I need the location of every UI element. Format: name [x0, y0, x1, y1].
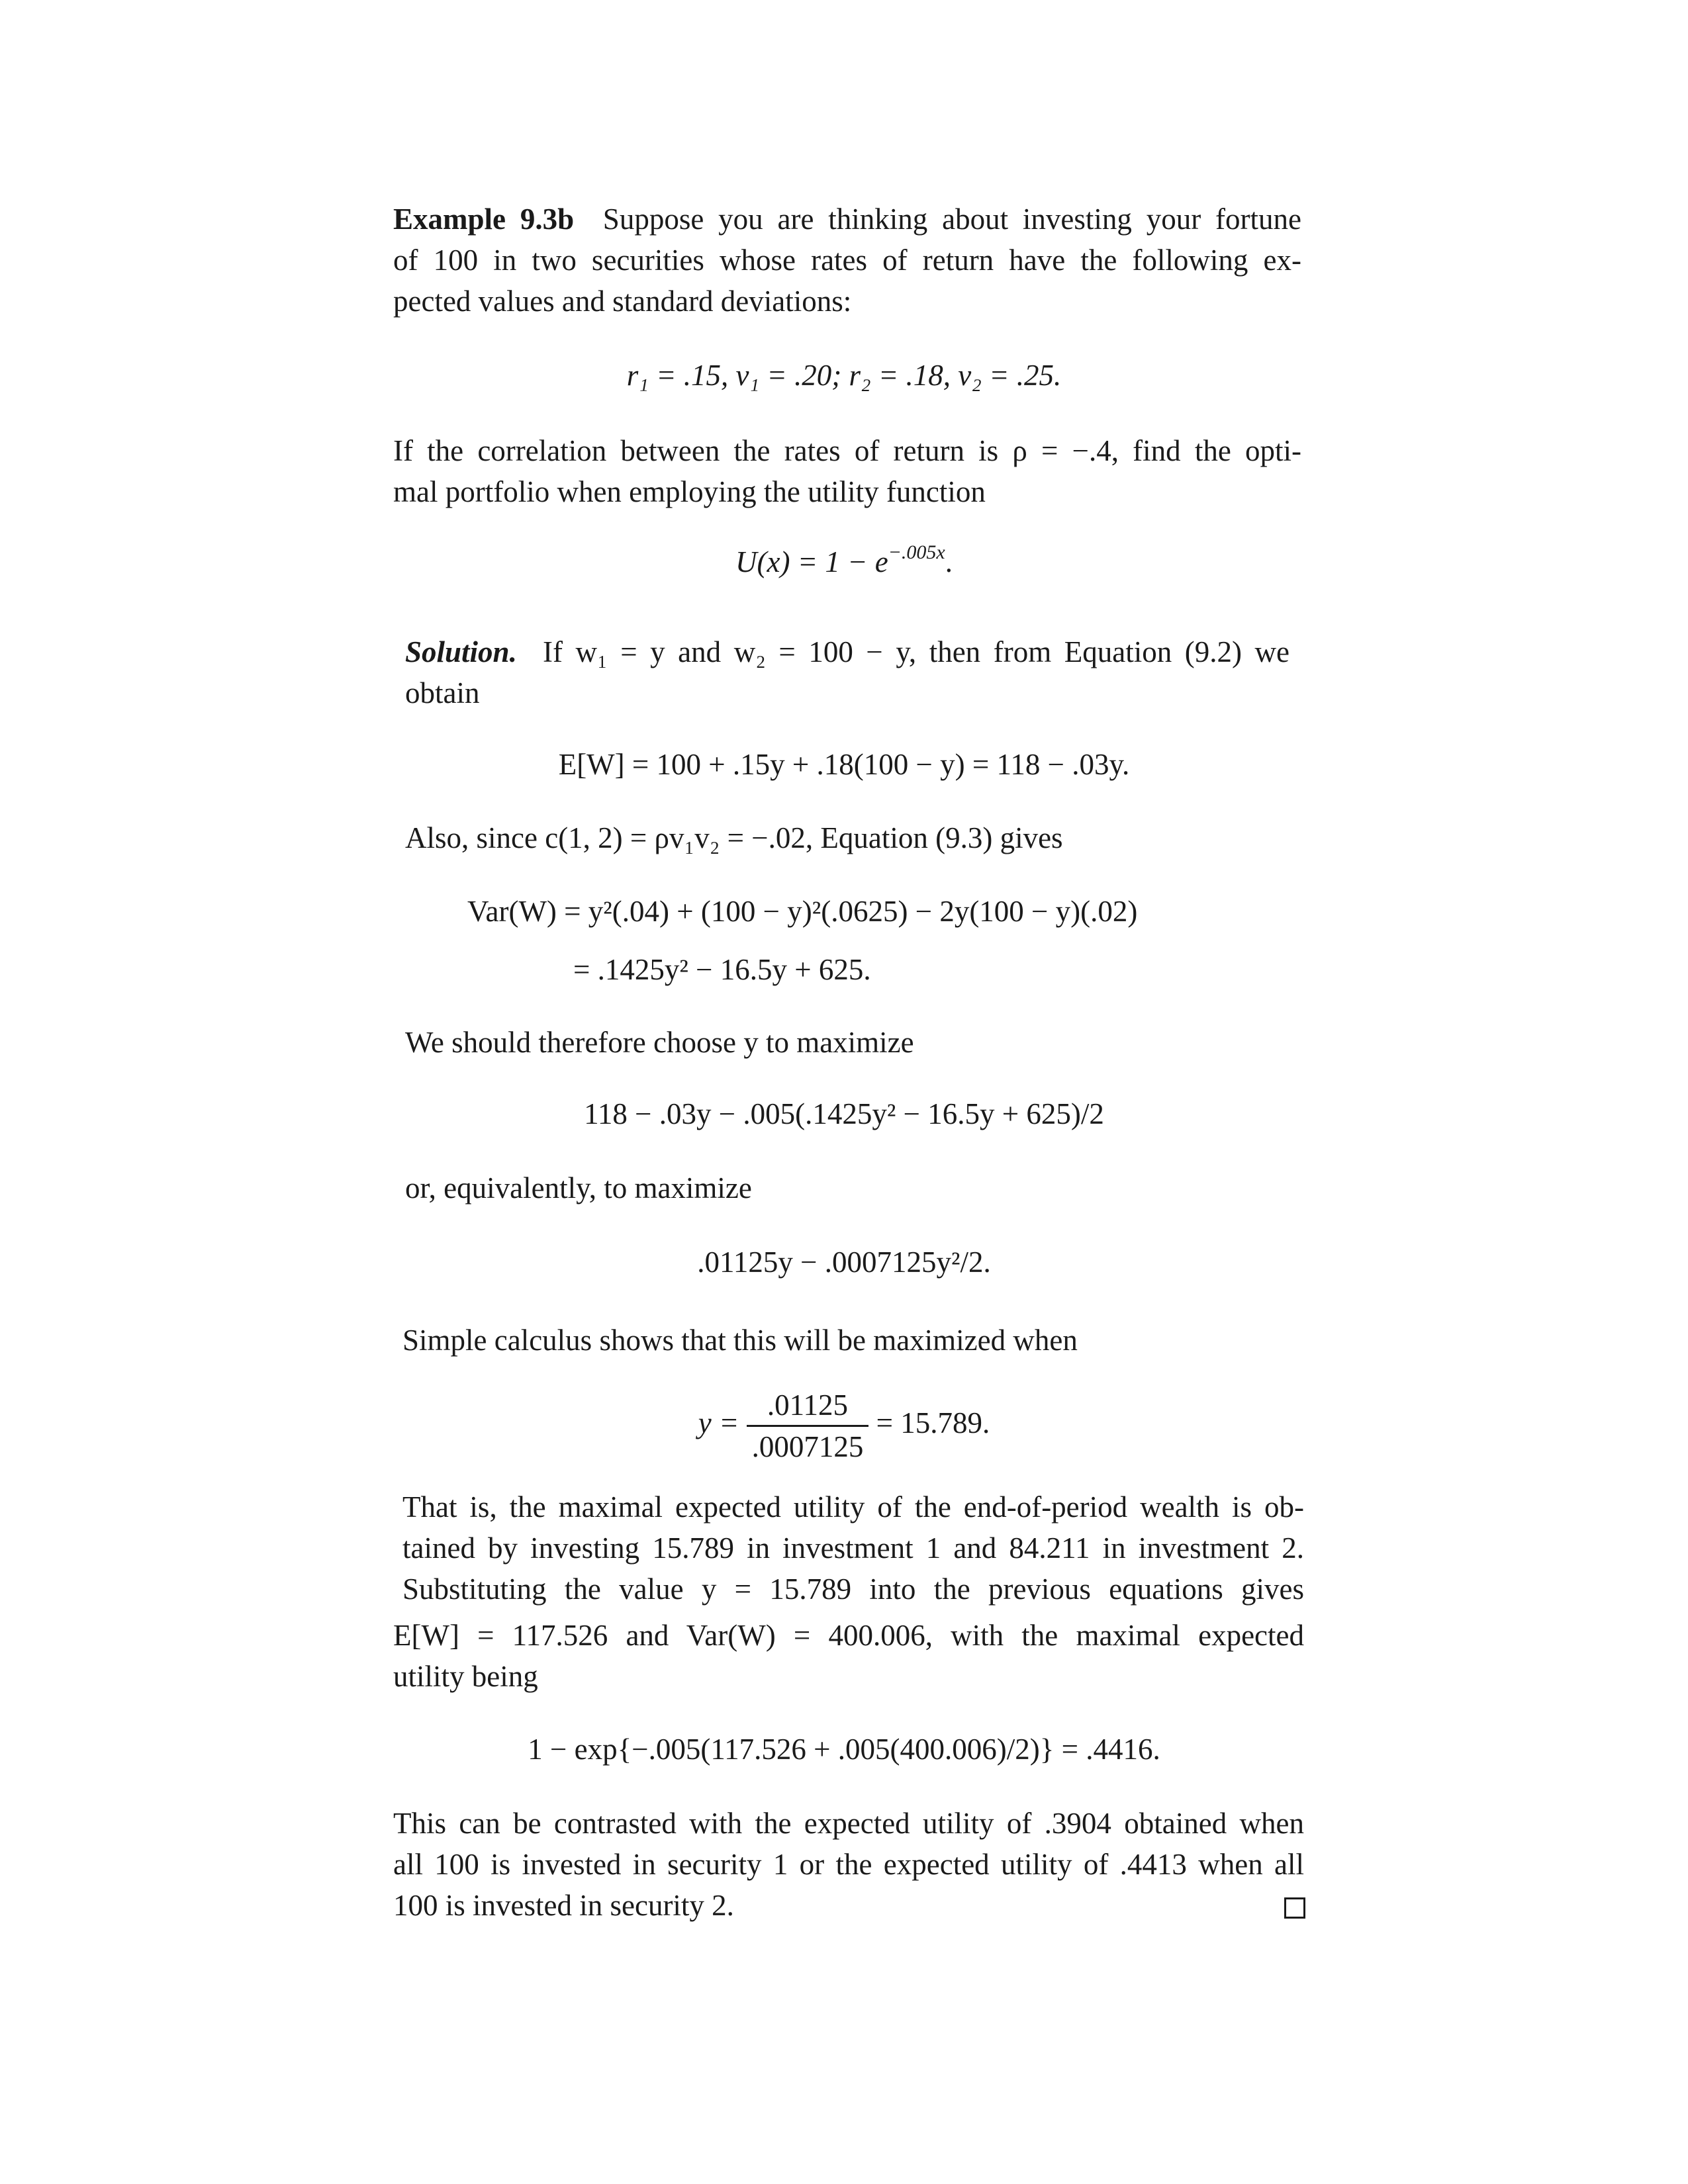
- utility-exponent: −.005x: [888, 541, 945, 563]
- example-intro-line1: Suppose you are thinking about investing your fortune: [602, 203, 1301, 236]
- result-paragraph: [402, 1486, 1304, 1610]
- contrast-paragraph: [393, 1803, 1304, 1926]
- also-line: Also, since c(1, 2) = ρv₁v₂ = −.02, Equation (9.3) gives: [405, 821, 1063, 854]
- correlation-line1: If the correlation between the rates of return is ρ = −.4, find the opti-: [393, 434, 1301, 467]
- equation-maximize-1: 118 − .03y − .005(.1425y² − 16.5y + 625)/2: [584, 1097, 1104, 1130]
- equation-variance-2: = .1425y² − 16.5y + 625.: [573, 953, 871, 986]
- equivalently-line: or, equivalently, to maximize: [405, 1171, 752, 1205]
- equation-maximize-2: .01125y − .0007125y²/2.: [697, 1246, 991, 1279]
- example-intro: [393, 199, 1301, 322]
- example-correlation: [393, 430, 1301, 512]
- equation-final-utility: 1 − exp{−.005(117.526 + .005(400.006)/2)} = .4416.: [528, 1733, 1160, 1766]
- choose-line: We should therefore choose y to maximize: [405, 1026, 914, 1059]
- equation-utility: $U(x) = 1 - e^{-.005x}$.: [735, 541, 953, 578]
- contrast-line3: 100 is invested in security 2.: [393, 1889, 734, 1922]
- example-intro-line3: pected values and standard deviations:: [393, 285, 852, 318]
- y-rhs: = 15.789.: [876, 1406, 990, 1439]
- equation-variance-1: Var(W) = y²(.04) + (100 − y)²(.0625) − 2y(100 − y)(.02): [467, 895, 1138, 928]
- result-line1: That is, the maximal expected utility of the end-of-period wealth is ob-: [402, 1490, 1304, 1524]
- solution-intro: [405, 631, 1289, 713]
- y-fraction: [747, 1385, 869, 1467]
- result-line2: tained by investing 15.789 in investment 1 and 84.211 in investment 2.: [402, 1531, 1304, 1565]
- result-line4: E[W] = 117.526 and Var(W) = 400.006, with the maximal expected: [393, 1619, 1304, 1652]
- calculus-line: Simple calculus shows that this will be maximized when: [402, 1324, 1078, 1357]
- solution-line1: If w₁ = y and w₂ = 100 − y, then from Equation (9.2) we: [542, 635, 1290, 668]
- contrast-line1: This can be contrasted with the expected utility of .3904 obtained when: [393, 1807, 1304, 1840]
- example-label: Example 9.3b: [393, 203, 575, 236]
- equation-y-solution: [0, 1383, 1688, 1467]
- equation-expected-wealth: E[W] = 100 + .15y + .18(100 − y) = 118 − .03y.: [558, 748, 1130, 781]
- correlation-line2: mal portfolio when employing the utility function: [393, 475, 986, 508]
- result-line5: utility being: [393, 1660, 538, 1693]
- example-intro-line2: of 100 in two securities whose rates of return have the following ex-: [393, 244, 1301, 277]
- solution-line2: obtain: [405, 676, 480, 709]
- end-of-proof-icon: [1284, 1897, 1305, 1919]
- contrast-line2: all 100 is invested in security 1 or the expected utility of .4413 when all: [393, 1848, 1304, 1881]
- solution-label: Solution.: [405, 635, 517, 668]
- fraction-denominator: .0007125: [751, 1430, 864, 1464]
- result-paragraph-cont: [393, 1615, 1304, 1697]
- equation-parameters: r₁ = .15, v₁ = .20; r₂ = .18, v₂ = .25.: [626, 359, 1062, 392]
- y-lhs: y =: [698, 1406, 739, 1439]
- result-line3: Substituting the value y = 15.789 into the previous equations gives: [402, 1572, 1304, 1606]
- fraction-numerator: .01125: [747, 1385, 869, 1427]
